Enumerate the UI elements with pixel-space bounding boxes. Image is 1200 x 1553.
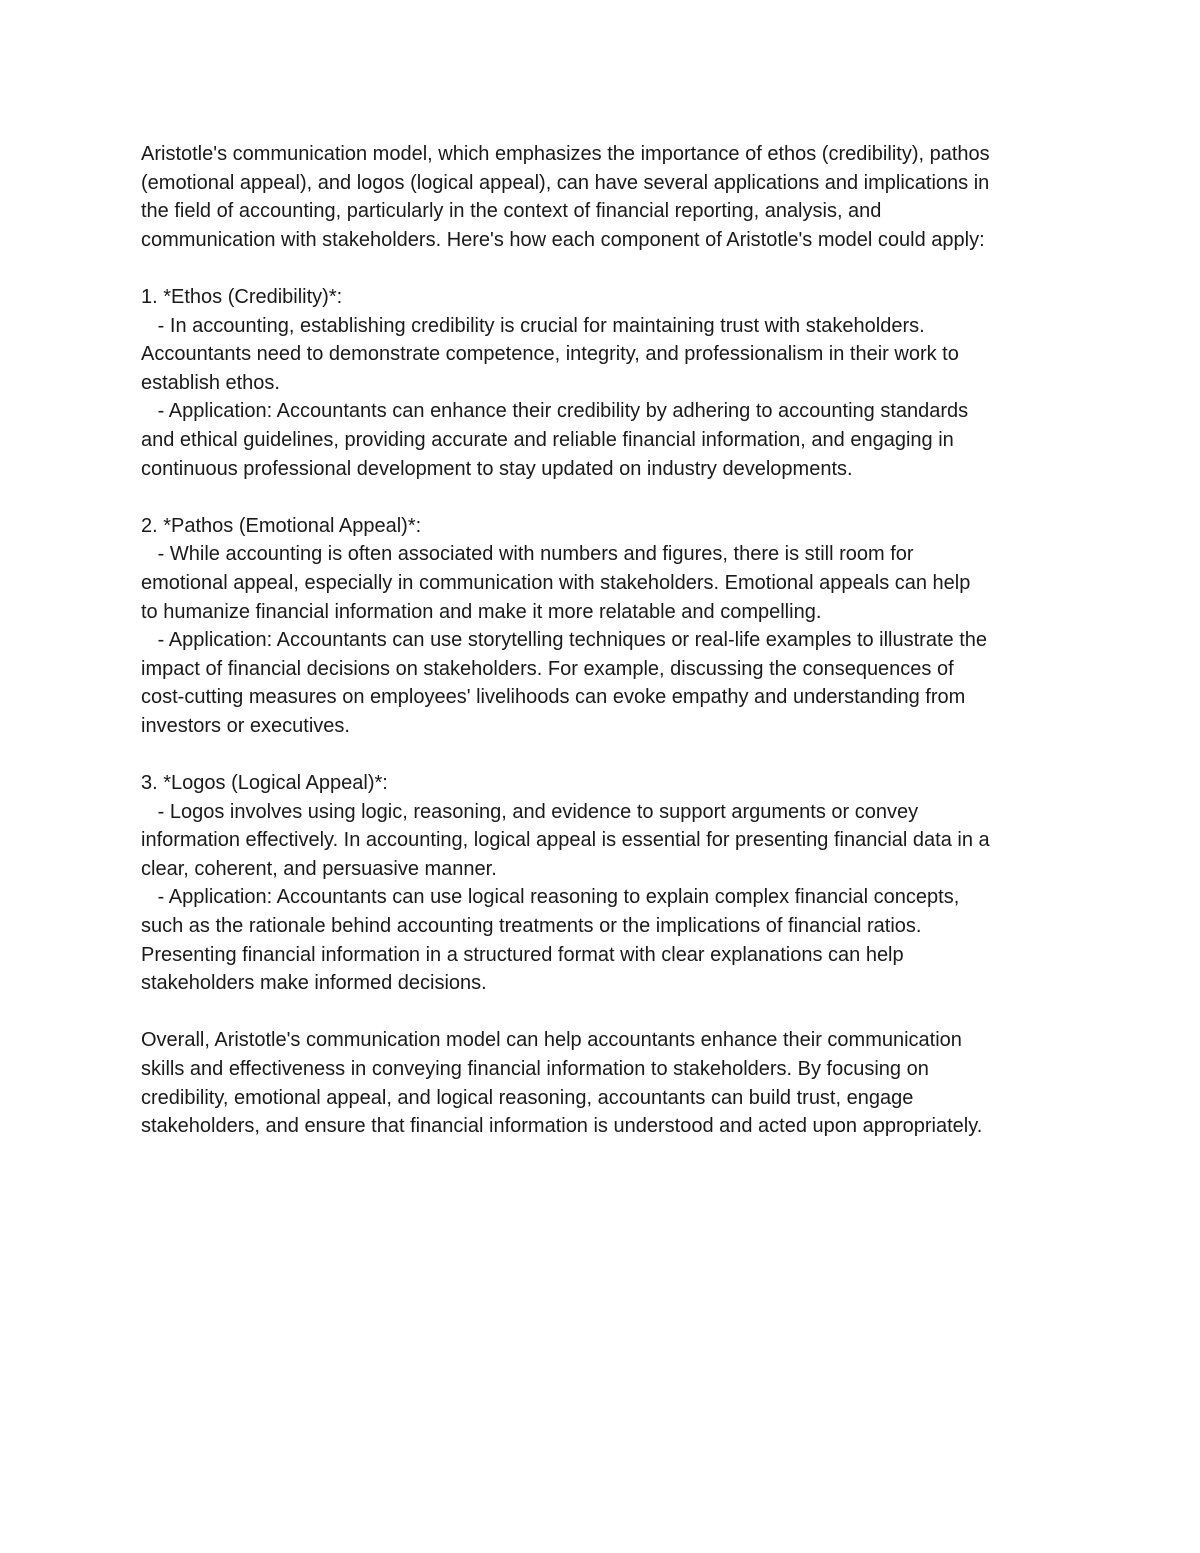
section-line: clear, coherent, and persuasive manner.: [141, 857, 497, 880]
section-heading: 1. *Ethos (Credibility)*:: [141, 285, 343, 308]
document-body: [141, 140, 1081, 1141]
conclusion-line: skills and effectiveness in conveying financial information to stakeholders. By focusing on: [141, 1058, 929, 1080]
paragraph-spacer: [141, 483, 1081, 512]
section-heading: 2. *Pathos (Emotional Appeal)*:: [141, 514, 422, 537]
section-line: and ethical guidelines, providing accurate and reliable financial information, and engaging in: [141, 428, 954, 451]
section-pathos: [141, 512, 1081, 741]
section-line: - Logos involves using logic, reasoning, and evidence to support arguments or convey: [141, 800, 919, 823]
intro-line: Aristotle's communication model, which emphasizes the importance of ethos (credibility), pathos: [141, 143, 990, 165]
section-line: information effectively. In accounting, logical appeal is essential for presenting financial data in a: [141, 829, 990, 852]
paragraph-spacer: [141, 254, 1081, 283]
section-line: continuous professional development to stay updated on industry developments.: [141, 457, 853, 480]
section-line: - Application: Accountants can use logical reasoning to explain complex financial concepts,: [141, 886, 960, 909]
section-heading: 3. *Logos (Logical Appeal)*:: [141, 772, 388, 795]
conclusion-line: Overall, Aristotle's communication model can help accountants enhance their communication: [141, 1029, 962, 1052]
section-line: cost-cutting measures on employees' livelihoods can evoke empathy and understanding from: [141, 686, 966, 709]
section-line: investors or executives.: [141, 714, 350, 737]
section-line: emotional appeal, especially in communication with stakeholders. Emotional appeals can help: [141, 571, 971, 594]
section-line: establish ethos.: [141, 371, 280, 394]
intro-line: the field of accounting, particularly in the context of financial reporting, analysis, and: [141, 200, 882, 223]
section-logos: [141, 769, 1081, 998]
section-line: such as the rationale behind accounting treatments or the implications of financial ratios.: [141, 915, 922, 938]
conclusion-line: stakeholders, and ensure that financial information is understood and acted upon appropriately.: [141, 1115, 983, 1138]
section-line: - Application: Accountants can use storytelling techniques or real-life examples to illustrate the: [141, 629, 988, 652]
section-line: Presenting financial information in a structured format with clear explanations can help: [141, 943, 904, 966]
paragraph-spacer: [141, 740, 1081, 769]
section-line: Accountants need to demonstrate competence, integrity, and professionalism in their work to: [141, 343, 959, 366]
section-line: - While accounting is often associated with numbers and figures, there is still room for: [141, 543, 914, 566]
section-line: - In accounting, establishing credibility is crucial for maintaining trust with stakeholders.: [141, 314, 925, 337]
intro-line: (emotional appeal), and logos (logical appeal), can have several applications and implications in: [141, 171, 990, 194]
conclusion-paragraph: [141, 1026, 1081, 1140]
section-line: - Application: Accountants can enhance their credibility by adhering to accounting standards: [141, 400, 969, 423]
paragraph-spacer: [141, 998, 1081, 1027]
intro-line: communication with stakeholders. Here's how each component of Aristotle's model could apply:: [141, 228, 985, 251]
section-line: to humanize financial information and make it more relatable and compelling.: [141, 600, 822, 623]
section-line: impact of financial decisions on stakeholders. For example, discussing the consequences of: [141, 657, 954, 680]
conclusion-line: credibility, emotional appeal, and logical reasoning, accountants can build trust, engage: [141, 1086, 914, 1109]
section-ethos: [141, 283, 1081, 483]
intro-paragraph: [141, 140, 1081, 254]
section-line: stakeholders make informed decisions.: [141, 972, 487, 995]
